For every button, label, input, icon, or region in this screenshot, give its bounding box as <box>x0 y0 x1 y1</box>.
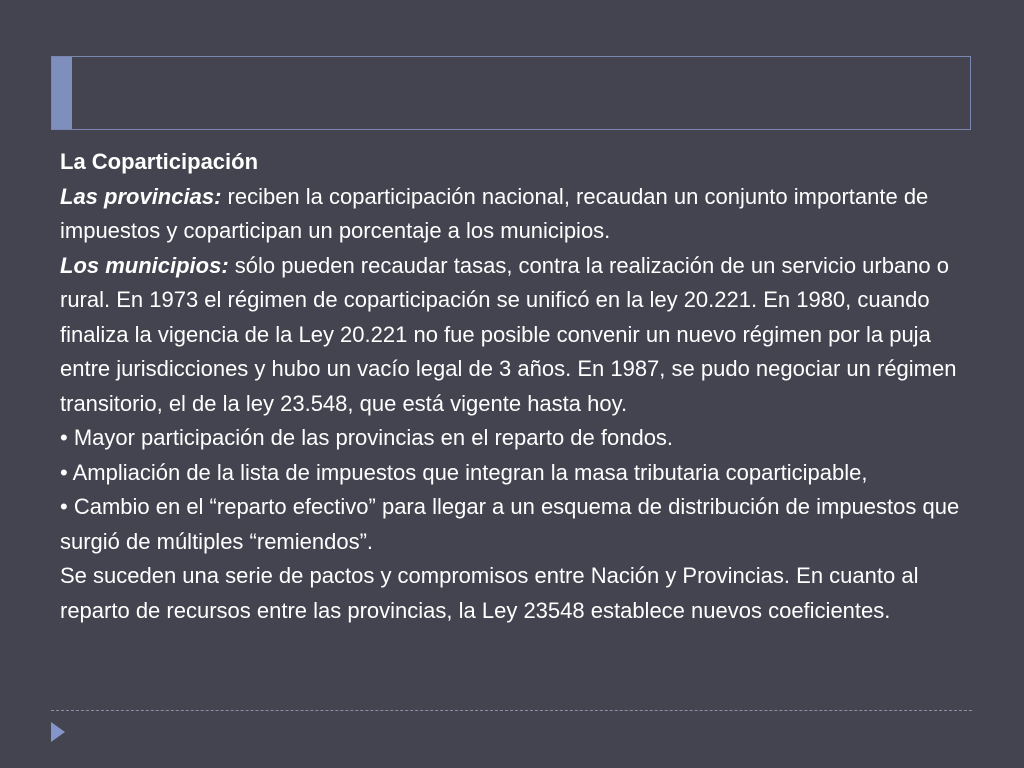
title-placeholder <box>51 56 971 130</box>
footer-divider <box>51 710 972 711</box>
paragraph-municipios-text: sólo pueden recaudar tasas, contra la realización de un servicio urbano o rural. En 1973 el régimen de coparticipación se unificó en la ley 20.221. En 1980, cuando finaliza la vigencia de la Ley 20.221 no fue posible convenir un nuevo régimen por la puja entre jurisdicciones y hubo un vacío legal de 3 años. En 1987, se pudo negociar un régimen transitorio, el de la ley 23.548, que está vigente hasta hoy. <box>60 252 957 416</box>
triangle-arrow-right-icon <box>51 722 65 742</box>
paragraph-provincias-lead: Las provincias: <box>60 183 222 209</box>
bullet-item: • Cambio en el “reparto efectivo” para llegar a un esquema de distribución de impuestos que surgió de múltiples “remiendos”. <box>60 494 960 554</box>
bullet-item: • Ampliación de la lista de impuestos que integran la masa tributaria coparticipable, <box>60 459 868 485</box>
closing-paragraph: Se suceden una serie de pactos y compromisos entre Nación y Provincias. En cuanto al reparto de recursos entre las provincias, la Ley 23548 establece nuevos coeficientes. <box>60 563 919 623</box>
slide-heading: La Coparticipación <box>60 149 259 174</box>
bullet-item: • Mayor participación de las provincias en el reparto de fondos. <box>60 425 674 450</box>
slide-body <box>60 145 972 628</box>
paragraph-municipios-lead: Los municipios: <box>60 252 229 278</box>
title-accent-bar <box>52 57 72 129</box>
paragraph-municipios <box>60 249 972 422</box>
paragraph-provincias <box>60 180 972 249</box>
paragraph-provincias-text: reciben la coparticipación nacional, recaudan un conjunto importante de impuestos y coparticipan un porcentaje a los municipios. <box>60 183 929 243</box>
